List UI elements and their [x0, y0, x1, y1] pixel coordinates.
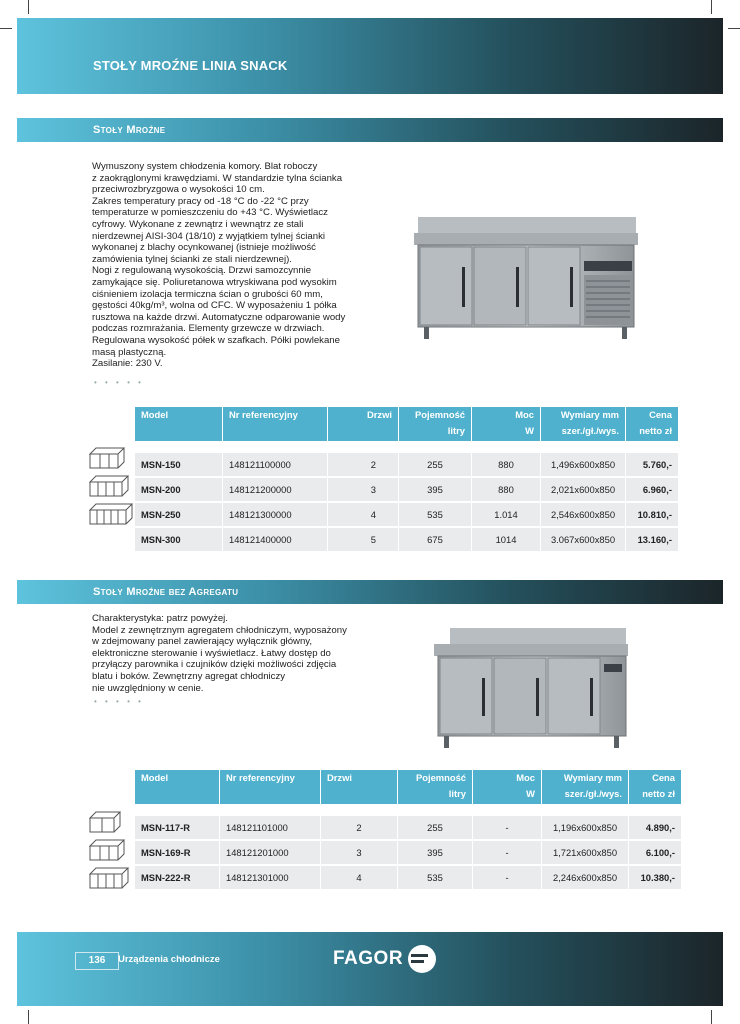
cell-capacity: 255: [399, 453, 472, 476]
cell-reference: 148121301000: [220, 866, 321, 889]
cell-reference: 148121201000: [220, 841, 321, 864]
column-header-capacity: Pojemność litry: [398, 770, 473, 804]
cell-power: 1014: [472, 528, 541, 551]
table-header-row: [135, 407, 679, 441]
column-header-reference: Nr referencyjny: [223, 407, 328, 441]
section-title: Stoły Mroźne bez Agregatu: [93, 586, 239, 598]
model-outline-thumbnail: [88, 502, 136, 528]
cell-doors: 2: [321, 816, 398, 839]
model-outline-thumbnail: [88, 446, 128, 472]
cell-doors: 3: [328, 478, 399, 501]
cell-model: MSN-222-R: [135, 866, 220, 889]
cell-reference: 148121100000: [223, 453, 328, 476]
column-header-power: Moc W: [473, 770, 542, 804]
cell-dimensions: 1,196x600x850: [542, 816, 629, 839]
column-header-model: Model: [135, 407, 223, 441]
cell-power: -: [473, 816, 542, 839]
cell-price: 6.960,-: [626, 478, 679, 501]
column-header-doors: Drzwi: [328, 407, 399, 441]
cell-model: MSN-250: [135, 503, 223, 526]
column-header-dimensions: Wymiary mm szer./gł./wys.: [541, 407, 626, 441]
column-header-dimensions: Wymiary mm szer./gł./wys.: [542, 770, 629, 804]
cell-price: 4.890,-: [629, 816, 682, 839]
cell-price: 10.810,-: [626, 503, 679, 526]
cell-price: 13.160,-: [626, 528, 679, 551]
cell-power: -: [473, 841, 542, 864]
column-header-model: Model: [135, 770, 220, 804]
cell-price: 6.100,-: [629, 841, 682, 864]
section-header-frozen-tables: [17, 118, 723, 142]
table-row: [135, 453, 679, 476]
column-header-capacity: Pojemność litry: [399, 407, 472, 441]
model-outline-thumbnail: [88, 474, 132, 500]
crop-mark: [28, 1010, 29, 1024]
crop-mark: [728, 28, 740, 29]
column-header-price: Cena netto zł: [629, 770, 682, 804]
cell-power: 880: [472, 478, 541, 501]
cell-doors: 2: [328, 453, 399, 476]
section-description: [92, 613, 392, 694]
cell-power: 1.014: [472, 503, 541, 526]
cell-dimensions: 2,246x600x850: [542, 866, 629, 889]
page-title: STOŁY MROŹNE LINIA SNACK: [93, 58, 288, 73]
table-row: [135, 503, 679, 526]
cell-price: 5.760,-: [626, 453, 679, 476]
table-row: [135, 478, 679, 501]
model-outline-thumbnail: [88, 810, 124, 836]
cell-reference: 148121300000: [223, 503, 328, 526]
column-header-power: Moc W: [472, 407, 541, 441]
table-row: [135, 816, 682, 839]
brand-name: FAGOR: [333, 948, 404, 969]
cell-model: MSN-169-R: [135, 841, 220, 864]
column-header-price: Cena netto zł: [626, 407, 679, 441]
fagor-logo-icon: [407, 944, 437, 974]
cell-model: MSN-200: [135, 478, 223, 501]
crop-mark: [711, 1010, 712, 1024]
decorative-dots: • • • • •: [94, 378, 144, 387]
cell-model: MSN-150: [135, 453, 223, 476]
cell-dimensions: 1,721x600x850: [542, 841, 629, 864]
cell-capacity: 535: [399, 503, 472, 526]
cell-capacity: 395: [398, 841, 473, 864]
cell-capacity: 675: [399, 528, 472, 551]
section-header-frozen-tables-no-unit: [17, 580, 723, 604]
cell-dimensions: 1,496x600x850: [541, 453, 626, 476]
cell-capacity: 535: [398, 866, 473, 889]
column-header-doors: Drzwi: [321, 770, 398, 804]
cell-price: 10.380,-: [629, 866, 682, 889]
cell-doors: 5: [328, 528, 399, 551]
cell-doors: 4: [328, 503, 399, 526]
cell-dimensions: 3.067x600x850: [541, 528, 626, 551]
cell-capacity: 395: [399, 478, 472, 501]
table-row: [135, 528, 679, 551]
cell-model: MSN-300: [135, 528, 223, 551]
section-title: Stoły Mroźne: [93, 124, 166, 136]
page-header-banner: [17, 18, 723, 94]
cell-dimensions: 2,021x600x850: [541, 478, 626, 501]
page-number: 136: [75, 952, 119, 970]
cell-model: MSN-117-R: [135, 816, 220, 839]
decorative-dots: • • • • •: [94, 697, 144, 706]
crop-mark: [0, 28, 12, 29]
page-footer-banner: [17, 932, 723, 1006]
product-image-freezer-table: [412, 215, 640, 340]
cell-reference: 148121101000: [220, 816, 321, 839]
crop-mark: [28, 0, 29, 14]
cell-reference: 148121400000: [223, 528, 328, 551]
cell-doors: 3: [321, 841, 398, 864]
table-row: [135, 841, 682, 864]
section-description: [92, 161, 392, 370]
footer-category: Urządzenia chłodnicze: [118, 954, 220, 965]
cell-doors: 4: [321, 866, 398, 889]
cell-dimensions: 2,546x600x850: [541, 503, 626, 526]
table-header-row: [135, 770, 682, 804]
cell-power: -: [473, 866, 542, 889]
brand-logo: [333, 944, 437, 974]
table-row: [135, 866, 682, 889]
cell-power: 880: [472, 453, 541, 476]
column-header-reference: Nr referencyjny: [220, 770, 321, 804]
cell-capacity: 255: [398, 816, 473, 839]
product-image-freezer-table-remote: [432, 626, 630, 748]
cell-reference: 148121200000: [223, 478, 328, 501]
description-text: Charakterystyka: patrz powyżej. Model z zewnętrznym agregatem chłodniczym, wyposażony w zdejmowany panel zawierający wyłącznik główny, elektroniczne sterowanie i wyświetlacz. Łatwy dostęp do przyłączy parownika i czujników dzięki możliwości zdjęcia blatu i boków. Zewnętrzny agregat chłodniczy nie uwzględniony w cenie.: [92, 613, 347, 694]
specification-table-frozen-tables-no-unit: [135, 768, 682, 891]
specification-table-frozen-tables: [135, 405, 679, 553]
model-outline-thumbnail: [88, 866, 132, 892]
model-outline-thumbnail: [88, 838, 128, 864]
description-text: Wymuszony system chłodzenia komory. Blat roboczy z zaokrąglonymi krawędziami. W standardzie tylna ścianka przeciwrozbryzgowa o wysokości 10 cm. Zakres temperatury pracy od -18 °C do -22 °C przy temperaturze w pomieszczeniu do +43 °C. Wyświetlacz cyfrowy. Wykonane z zewnątrz i wewnątrz ze stali nierdzewnej AISI-304 (18/10) z wyjątkiem tylnej ścianki wykonanej z blachy ocynkowanej (istnieje możliwość zamówienia tylnej ścianki ze stali nierdzewnej). Nogi z regulowaną wysokością. Drzwi samozcynnie zamykające się. Poliuretanowa wtryskiwana pod wysokim ciśnieniem izolacja termiczna ścian o grubości 60 mm, gęstości 40kg/m³, wolna od CFC. W wyposażeniu 1 półka rusztowa na każde drzwi. Automatyczne odparowanie wody podczas rozmrażania. Elementy grzewcze w drzwiach. Regulowana wysokość półek w szafkach. Półki powlekane masą plastyczną. Zasilanie: 230 V.: [92, 161, 346, 370]
crop-mark: [711, 0, 712, 14]
